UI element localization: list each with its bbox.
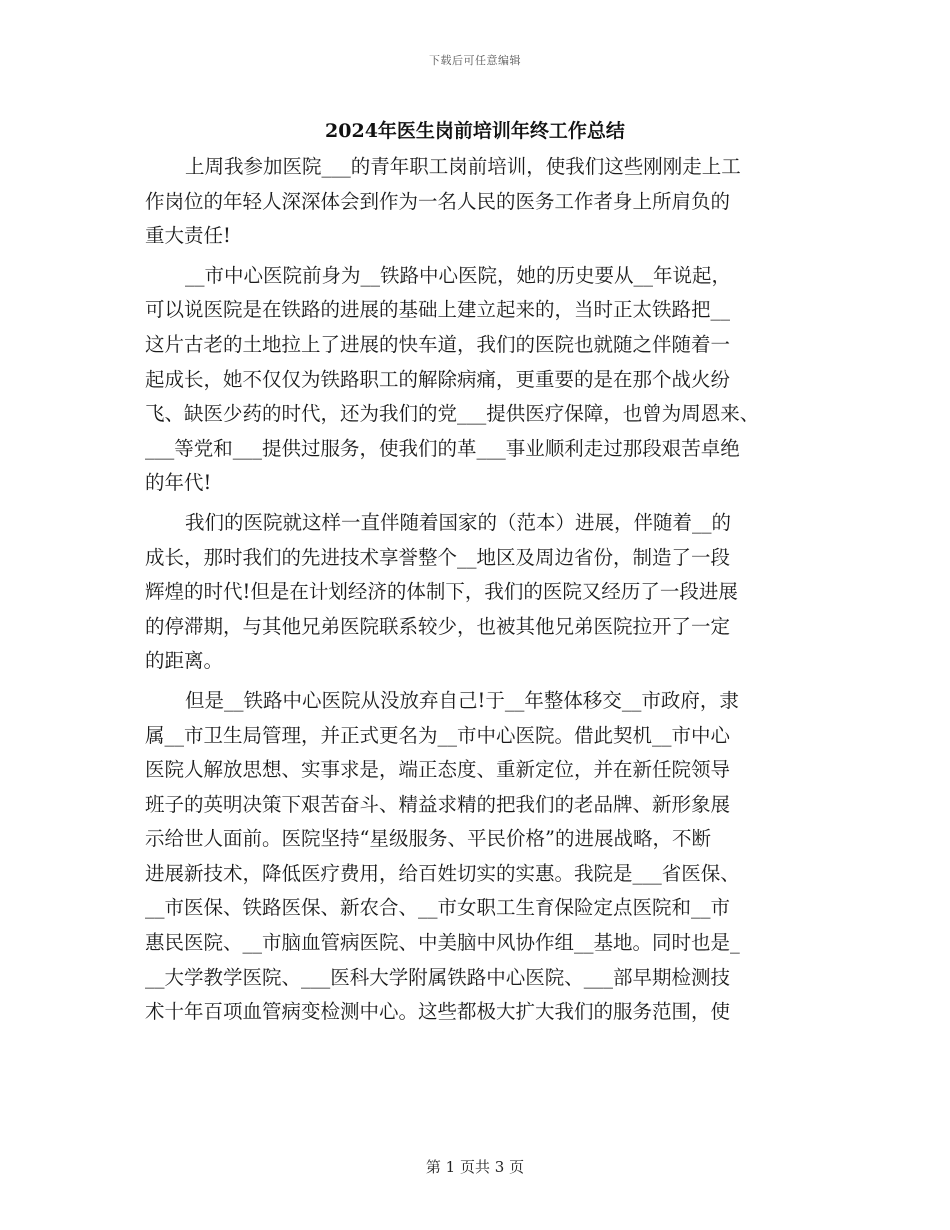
text-line: 属__市卫生局管理，并正式更名为__市中心医院。借此契机__市中心: [145, 723, 731, 747]
text-line: 进展新技术，降低医疗费用，给百姓切实的实惠。我院是___省医保、: [145, 861, 740, 885]
text-line: 重大责任!: [145, 224, 231, 248]
paragraph: [145, 150, 810, 254]
text-line: 但是__铁路中心医院从没放弃自己!于__年整体移交__市政府，隶: [185, 688, 739, 712]
text-line: 术十年百项血管病变检测中心。这些都极大扩大我们的服务范围，使: [145, 1000, 731, 1024]
paragraph: [145, 684, 810, 1030]
document-title: 2024年医生岗前培训年终工作总结: [325, 120, 625, 142]
text-line: 医院人解放思想、实事求是，端正态度、重新定位，并在新任院领导: [145, 758, 731, 782]
text-line: 辉煌的时代!但是在计划经济的体制下，我们的医院又经历了一段进展: [145, 580, 738, 604]
text-line: ___等党和___提供过服务，使我们的革___事业顺利走过那段艰苦卓绝: [145, 436, 740, 460]
text-line: 上周我参加医院___的青年职工岗前培训，使我们这些刚刚走上工: [185, 155, 741, 178]
text-line: 的年代!: [145, 471, 212, 495]
text-line: 起成长，她不仅仅为铁路职工的解除病痛，更重要的是在那个战火纷: [145, 367, 731, 391]
document-body: [145, 150, 810, 1030]
paragraph: [145, 259, 810, 501]
paragraph: [145, 506, 810, 679]
text-line: __市中心医院前身为__铁路中心医院，她的历史要从__年说起，: [185, 263, 732, 287]
text-line: 成长，那时我们的先进技术享誉整个__地区及周边省份，制造了一段: [145, 545, 731, 569]
text-line: 的停滞期，与其他兄弟医院联系较少，也被其他兄弟医院拉开了一定: [145, 614, 731, 638]
text-line: 作岗位的年轻人深深体会到作为一名人民的医务工作者身上所肩负的: [145, 189, 731, 213]
text-line: 飞、缺医少药的时代，还为我们的党___提供医疗保障，也曾为周恩来、: [145, 402, 760, 426]
text-line: 可以说医院是在铁路的进展的基础上建立起来的，当时正太铁路把__: [145, 298, 731, 322]
text-line: 我们的医院就这样一直伴随着国家的（范本）进展，伴随着__的: [185, 510, 732, 534]
text-line: 班子的英明决策下艰苦奋斗、精益求精的把我们的老品牌、新形象展: [145, 792, 731, 816]
page-number: 第 1 页共 3 页: [425, 1158, 525, 1176]
text-line: 惠民医院、__市脑血管病医院、中美脑中风协作组__基地。同时也是_: [145, 931, 740, 955]
text-line: __市医保、铁路医保、新农合、__市女职工生育保险定点医院和__市: [145, 896, 731, 920]
text-line: 的距离。: [145, 649, 224, 673]
text-line: __大学教学医院、___医科大学附属铁路中心医院、___部早期检测技: [145, 965, 731, 989]
page-header-note: 下载后可任意编辑: [429, 54, 521, 67]
text-line: 这片古老的土地拉上了进展的快车道，我们的医院也就随之伴随着一: [145, 332, 731, 356]
text-line: 示给世人面前。医院坚持“星级服务、平民价格”的进展战略，不断: [145, 827, 711, 851]
